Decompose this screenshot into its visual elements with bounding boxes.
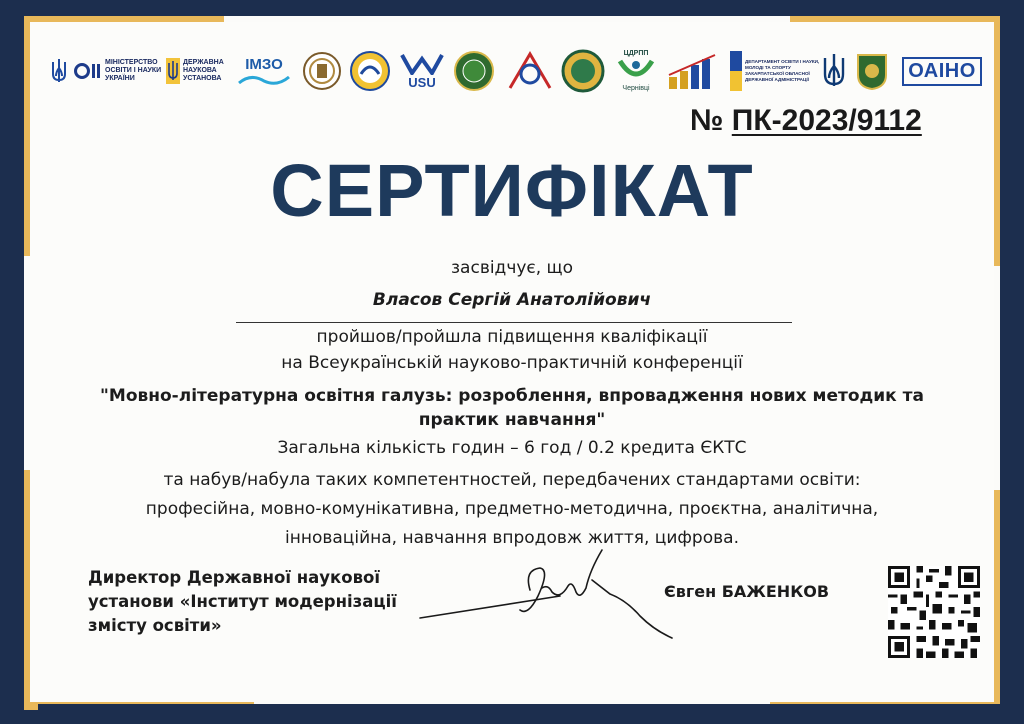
ministry-name-line: ОСВІТИ І НАУКИ <box>105 67 162 74</box>
college-logo-icon <box>504 46 556 96</box>
regional-emblem-icon <box>452 46 496 96</box>
oblast-crest-icon <box>852 46 892 96</box>
institute-emblem-icon <box>560 46 606 96</box>
trident-icon <box>50 46 68 96</box>
director-title-line: Директор Державної наукової <box>88 568 380 587</box>
oaino-logo <box>896 46 988 96</box>
conference-title-line2: практик навчання" <box>418 410 606 430</box>
certifies-text: засвідчує, що <box>451 258 573 278</box>
institution-name-line: НАУКОВА <box>183 67 217 74</box>
department-flag-icon <box>730 51 742 91</box>
trident-icon <box>166 58 180 84</box>
conference-title-line1: "Мовно-літературна освітня галузь: розроблення, впровадження нових методик та <box>100 386 924 406</box>
ministry-name-line: МІНІСТЕРСТВО <box>105 59 158 66</box>
cdrpp-label: ЦДРПП <box>623 50 649 57</box>
imzo-label: IМЗО <box>245 55 283 73</box>
partner-logos <box>48 46 988 102</box>
certificate-title: СЕРТИФІКАТ <box>270 149 754 232</box>
frame-top <box>0 0 1024 16</box>
recipient-name: Власов Сергій Анатолійович <box>372 290 652 310</box>
director-title-line: установи «Інститут модернізації <box>88 592 397 611</box>
institution-name-line: ДЕРЖАВНА <box>183 59 224 66</box>
department-logo <box>730 46 826 96</box>
competencies-line2: інноваційна, навчання впродовж життя, цифрова. <box>285 528 739 548</box>
conference-intro: на Всеукраїнській науково-практичній конференції <box>281 353 743 373</box>
hours-text: Загальна кількість годин – 6 год / 0.2 кредита ЄКТС <box>277 438 747 458</box>
department-label: ДЕПАРТАМЕНТ ОСВІТИ І НАУКИ, МОЛОДІ ТА СПОРТУ ЗАКАРПАТСЬКОЇ ОБЛАСНОЇ ДЕРЖАВНОЇ АДМІНІСТРАЦІЇ <box>745 59 820 82</box>
director-title-line: змісту освіти» <box>88 616 222 635</box>
director-title <box>88 566 397 638</box>
certificate-number <box>690 104 922 138</box>
wave-icon <box>237 73 291 87</box>
certificate-number-prefix: № <box>690 104 732 137</box>
competencies-line1: професійна, мовно-комунікативна, предметно-методична, проєктна, аналітична, <box>145 499 879 519</box>
coat-of-arms-icon <box>820 46 848 96</box>
usu-logo <box>396 46 448 96</box>
imzo-logo <box>236 46 292 96</box>
qr-code-icon[interactable] <box>888 566 980 658</box>
name-underline <box>236 322 792 323</box>
completed-text: пройшов/пройшла підвищення кваліфікації <box>316 327 708 347</box>
usu-wings-icon <box>400 53 444 75</box>
certificate-number-value: ПК-2023/9112 <box>731 104 922 137</box>
academy-emblem-icon <box>300 46 344 96</box>
university-emblem-icon <box>348 46 392 96</box>
cdrpp-icon <box>616 57 656 85</box>
competencies-intro: та набув/набула таких компетентностей, передбачених стандартами освіти: <box>163 470 861 490</box>
cdrpp-city: Чернівці <box>622 85 650 92</box>
ministry-name-line: УКРАЇНИ <box>105 75 135 82</box>
frame-bottom <box>0 704 1024 724</box>
oaino-label: ОАІНО <box>902 57 982 86</box>
cdrpp-logo <box>610 46 662 96</box>
institution-name-line: УСТАНОВА <box>183 75 222 82</box>
signature-image <box>410 540 690 650</box>
ministry-logo <box>74 46 170 96</box>
usu-label: USU <box>408 74 436 90</box>
growth-chart-icon <box>666 46 726 96</box>
ministry-icon <box>74 59 102 83</box>
signer-name: Євген БАЖЕНКОВ <box>664 582 830 601</box>
state-institution-logo <box>166 46 238 96</box>
